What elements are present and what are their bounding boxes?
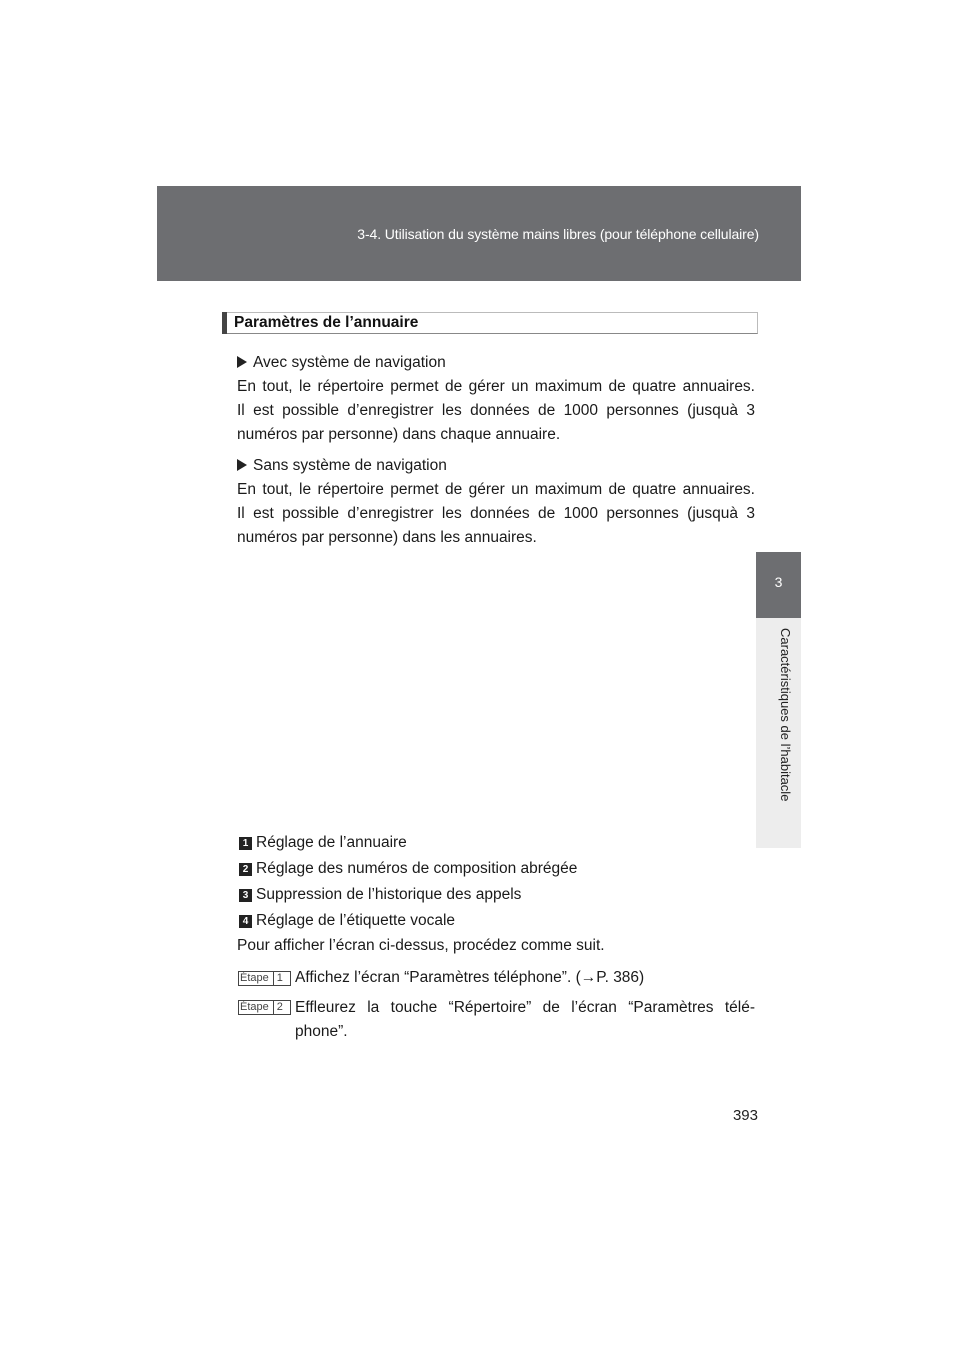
chapter-tab-number: 3 (774, 574, 783, 590)
without-nav-line1: En tout, le répertoire permet de gérer un maximum de quatre annuaires. (237, 481, 755, 498)
triangle-bullet-icon (237, 356, 247, 368)
item-number-badge: 4 (239, 915, 252, 928)
list-item: Réglage des numéros de composition abrégée (256, 860, 578, 877)
section-title: Paramètres de l’annuaire (234, 314, 419, 331)
step-2-text: Effleurez la touche “Répertoire” de l’écran “Paramètres télé- (295, 999, 755, 1016)
without-nav-heading (237, 454, 447, 478)
list-item: Réglage de l’annuaire (256, 834, 407, 851)
step-label-text: Étape (240, 1001, 269, 1013)
triangle-bullet-icon (237, 459, 247, 471)
chapter-tab-label-area (756, 618, 801, 848)
step-number: 1 (273, 972, 286, 985)
item-number-badge: 3 (239, 889, 252, 902)
page-number: 393 (732, 1107, 758, 1124)
step-1-text: Affichez l’écran “Paramètres téléphone”. (→P. 386) (295, 969, 645, 986)
list-item: Suppression de l’historique des appels (256, 886, 522, 903)
list-item: Réglage de l’étiquette vocale (256, 912, 456, 929)
section-heading (222, 312, 758, 334)
item-number-badge: 1 (239, 837, 252, 850)
step-label-text: Étape (240, 972, 269, 984)
chapter-title: 3-4. Utilisation du système mains libres (pour téléphone cellulaire) (357, 226, 759, 242)
with-nav-line1: En tout, le répertoire permet de gérer un maximum de quatre annuaires. (237, 378, 755, 395)
step-label-2 (238, 1000, 291, 1015)
step-number: 2 (273, 1001, 286, 1014)
chapter-tab (756, 552, 801, 618)
with-nav-heading-text: Avec système de navigation (253, 354, 446, 371)
section-heading-bar (222, 312, 227, 334)
step-label-1 (238, 971, 291, 986)
without-nav-line3: numéros par personne) dans les annuaires. (237, 529, 537, 546)
step-2-text-continued: phone”. (295, 1023, 348, 1040)
with-nav-line3: numéros par personne) dans chaque annuaire. (237, 426, 561, 443)
instruction-text: Pour afficher l’écran ci-dessus, procédez comme suit. (237, 937, 605, 954)
chapter-header (157, 186, 801, 281)
with-nav-heading (237, 351, 446, 375)
without-nav-heading-text: Sans système de navigation (253, 457, 447, 474)
item-number-badge: 2 (239, 863, 252, 876)
without-nav-line2: Il est possible d’enregistrer les données de 1000 personnes (jusquà 3 (237, 505, 755, 522)
chapter-tab-label: Caractéristiques de l’habitacle (778, 628, 793, 802)
with-nav-line2: Il est possible d’enregistrer les données de 1000 personnes (jusquà 3 (237, 402, 755, 419)
